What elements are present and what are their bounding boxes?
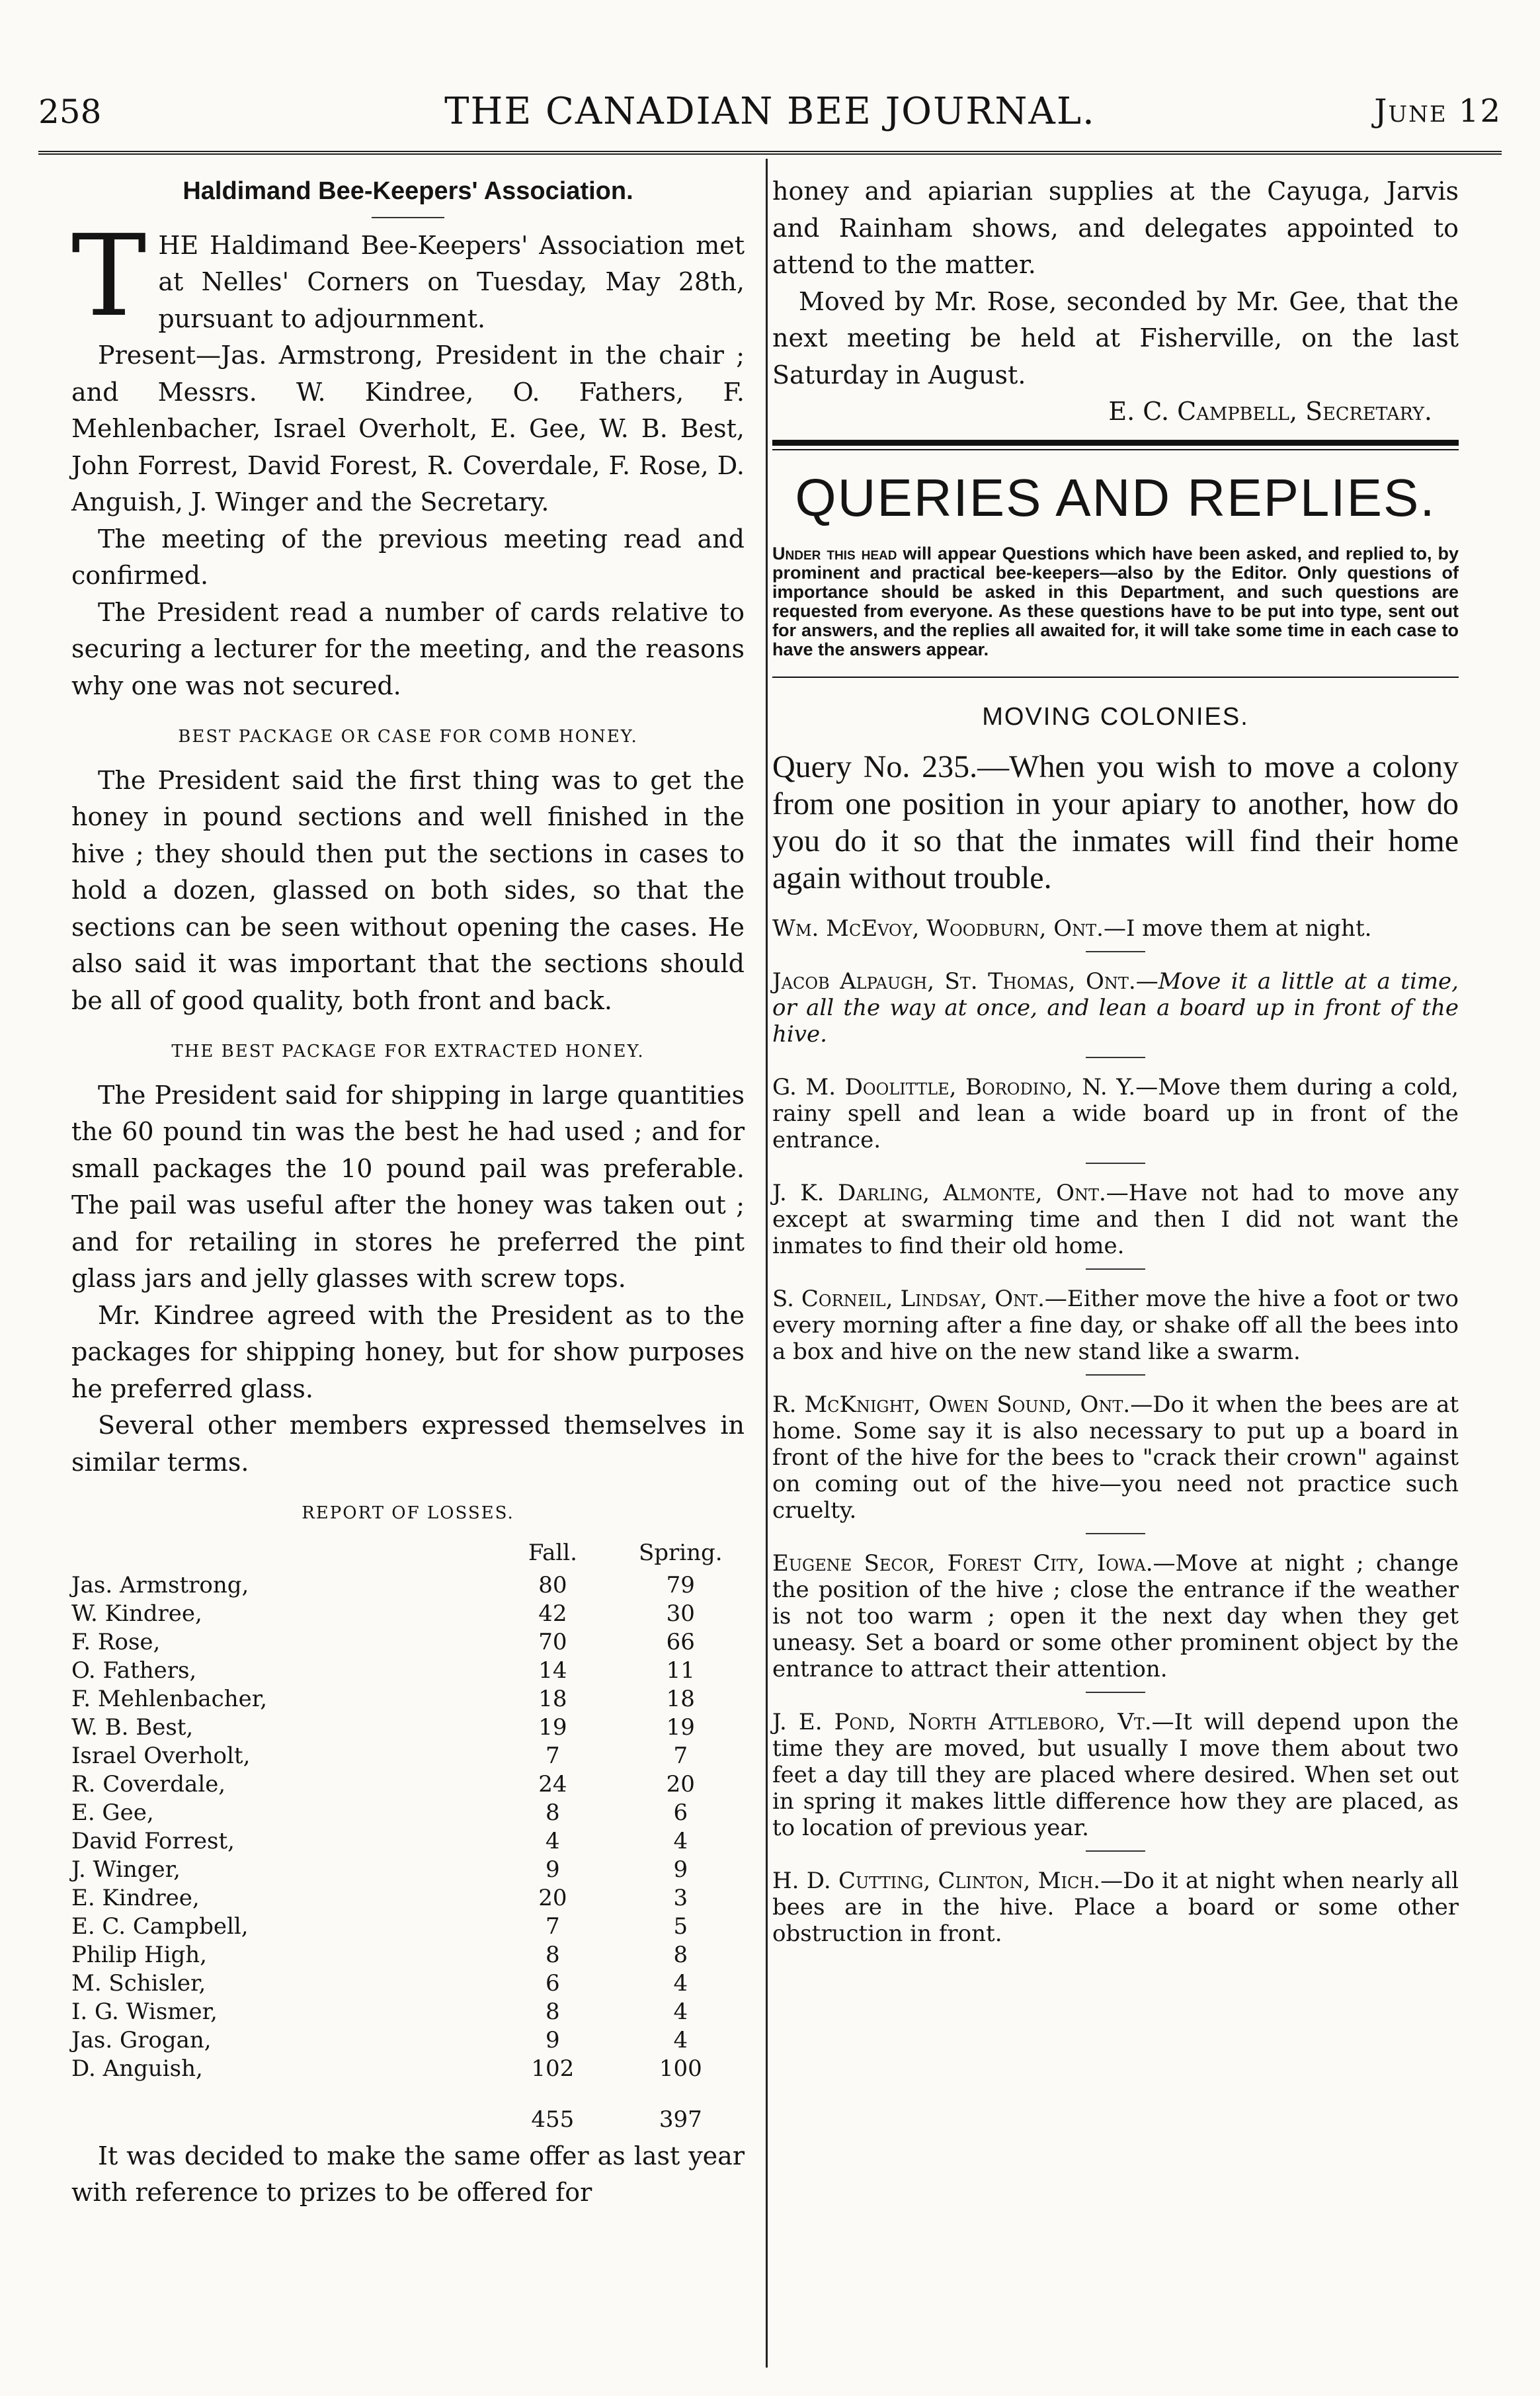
queries-rule	[772, 677, 1459, 678]
extracted-honey-subheading: THE BEST PACKAGE FOR EXTRACTED HONEY.	[171, 1042, 645, 1061]
losses-fall-value: 70	[538, 1628, 567, 1655]
losses-row	[71, 1657, 745, 1685]
answer-text: —Move at night ; change the position of the hive ; close the entrance if the weather is not too warm ; open it the next day when they get uneasy. Set a board or some other prominent object by the entrance to attract their attention.	[772, 1550, 1459, 1682]
losses-spring-value: 4	[673, 1969, 688, 1997]
losses-fall-value: 20	[538, 1884, 567, 1911]
answer-item	[772, 1391, 1459, 1524]
answer-author: Eugene Secor, Forest City, Iowa.	[772, 1550, 1153, 1577]
answer-divider	[1086, 1850, 1145, 1852]
drop-cap: T	[71, 210, 147, 342]
topic-heading: MOVING COLONIES.	[982, 702, 1249, 731]
answer-author: S. Corneil, Lindsay, Ont.	[772, 1286, 1045, 1312]
intro-text: will appear Questions which have been asked, and replied to, by prominent and practical bee-keepers—also by the Editor. Only questions of importance should be asked in this Department, and such questions are requested from everyone. As these questions have to be put into type, sent out for answers, and the replies all awaited for, it will take some time in each case to have the answers appear.	[772, 543, 1459, 659]
losses-fall-value: 4	[546, 1827, 560, 1854]
losses-subheading: REPORT OF LOSSES.	[302, 1503, 514, 1523]
losses-header-row	[71, 1539, 745, 1571]
losses-spring-value: 4	[673, 1827, 688, 1854]
losses-member-name: Israel Overholt,	[71, 1742, 251, 1769]
association-paragraph: Present—Jas. Armstrong, President in the chair ; and Messrs. W. Kindree, O. Fathers, F. Mehlenbacher, Israel Overholt, E. Gee, W. B. Best, John Forrest, David Forest, R. Coverdale, F. Rose, D. Anguish, J. Winger and the Secretary.	[71, 341, 745, 516]
losses-member-name: Jas. Grogan,	[71, 2026, 212, 2053]
losses-member-name: E. Gee,	[71, 1799, 154, 1826]
losses-row	[71, 1742, 745, 1770]
losses-spring-value: 20	[666, 1770, 695, 1797]
losses-fall-value: 7	[546, 1742, 560, 1769]
queries-intro	[772, 544, 1459, 659]
secretary-signature: E. C. Campbell, Secretary.	[1108, 397, 1432, 426]
losses-member-name: R. Coverdale,	[71, 1770, 226, 1797]
losses-fall-value: 9	[546, 2026, 560, 2053]
answer-text: —Do it when the bees are at home. Some say it is also necessary to put up a board in front of the hive for the bees to "crack their crown" against on coming out of the hive—you need not practice such cruelty.	[772, 1391, 1459, 1524]
closing-paragraph: It was decided to make the same offer as last year with reference to prizes to be offered for	[71, 2141, 745, 2207]
answer-divider	[1086, 1374, 1145, 1376]
losses-row	[71, 1571, 745, 1600]
answer-item	[772, 1709, 1459, 1841]
losses-member-name: W. Kindree,	[71, 1600, 202, 1627]
losses-spring-value: 19	[666, 1714, 695, 1741]
answer-author: Jacob Alpaugh, St. Thomas, Ont.	[772, 968, 1136, 995]
answer-text: —Do it at night when nearly all bees are in the hive. Place a board or some other obstruction in front.	[772, 1868, 1459, 1947]
losses-fall-value: 14	[538, 1657, 567, 1684]
answer-item	[772, 968, 1459, 1048]
association-heading: Haldimand Bee-Keepers' Association.	[182, 177, 633, 205]
section-thick-rule	[772, 440, 1459, 446]
answer-item	[772, 1550, 1459, 1682]
losses-table	[71, 1539, 745, 2134]
losses-member-name: F. Rose,	[71, 1628, 161, 1655]
losses-row	[71, 1628, 745, 1657]
answer-divider	[1086, 1533, 1145, 1534]
losses-member-name: I. G. Wismer,	[71, 1998, 218, 2025]
page-header	[38, 90, 1502, 145]
answer-author: G. M. Doolittle, Borodino, N. Y.	[772, 1074, 1136, 1100]
losses-spring-value: 6	[673, 1799, 688, 1826]
losses-spring-value: 30	[666, 1600, 695, 1627]
answer-text: —Move them during a cold, rainy spell and lean a wide board up in front of the entrance.	[772, 1074, 1459, 1153]
query-text: Query No. 235.—When you wish to move a colony from one position in your apiary to another, how do you do it so that the inmates will find their home again without trouble.	[772, 749, 1459, 895]
losses-total-spring: 397	[659, 2106, 702, 2133]
answer-item	[772, 915, 1459, 942]
association-paragraph: The President read a number of cards relative to securing a lecturer for the meeting, and the reasons why one was not secured.	[71, 597, 745, 700]
losses-member-name: David Forrest,	[71, 1827, 235, 1854]
losses-member-name: W. B. Best,	[71, 1714, 194, 1741]
losses-row	[71, 1913, 745, 1941]
losses-row	[71, 1941, 745, 1969]
comb-paragraph: The President said the first thing was to get the honey in pound sections and well finished in the hive ; they should then put the sections in cases to hold a dozen, glassed on both sides, so that the sections can be seen without opening the cases. He also said it was important that the sections should be all of good quality, both front and back.	[71, 765, 745, 1015]
answer-divider	[1086, 1057, 1145, 1058]
page-number: 258	[38, 93, 102, 131]
losses-fall-value: 102	[531, 2055, 575, 2082]
losses-spring-value: 18	[666, 1685, 695, 1712]
answer-author: H. D. Cutting, Clinton, Mich.	[772, 1868, 1101, 1894]
extracted-paragraph: The President said for shipping in large quantities the 60 pound tin was the best he had used ; and for small packages the 10 pound pail was preferable. The pail was useful after the honey was taken out ; and for retailing in stores he preferred the pint glass jars and jelly glasses with screw tops.	[71, 1080, 745, 1293]
association-paragraph: THE Haldimand Bee-Keepers' Association met at Nelles' Corners on Tuesday, May 28th, pursuant to adjournment.	[71, 210, 745, 342]
losses-member-name: D. Anguish,	[71, 2055, 203, 2082]
losses-spring-value: 7	[673, 1742, 688, 1769]
losses-spring-value: 79	[666, 1571, 695, 1598]
column-header-spring: Spring.	[638, 1539, 723, 1566]
right-column	[772, 173, 1459, 1947]
losses-fall-value: 9	[546, 1856, 560, 1883]
section-thin-rule	[772, 449, 1459, 450]
losses-fall-value: 6	[546, 1969, 560, 1997]
answer-divider	[1086, 1163, 1145, 1164]
losses-fall-value: 8	[546, 1998, 560, 2025]
losses-fall-value: 19	[538, 1714, 567, 1741]
answer-item	[772, 1074, 1459, 1153]
losses-member-name: Jas. Armstrong,	[71, 1571, 249, 1598]
losses-spring-value: 9	[673, 1856, 688, 1883]
losses-spring-value: 4	[673, 1998, 688, 2025]
association-paragraph: The meeting of the previous meeting read and confirmed.	[71, 524, 745, 590]
losses-row	[71, 1856, 745, 1884]
answer-text: —I move them at night.	[1103, 915, 1372, 942]
answer-author: Wm. McEvoy, Woodburn, Ont.	[772, 915, 1104, 942]
losses-spring-value: 8	[673, 1941, 688, 1968]
motion-paragraph: Moved by Mr. Rose, seconded by Mr. Gee, that the next meeting be held at Fisherville, on the last Saturday in August.	[772, 286, 1459, 390]
losses-fall-value: 8	[546, 1941, 560, 1968]
losses-member-name: J. Winger,	[71, 1856, 181, 1883]
losses-row	[71, 1714, 745, 1742]
section-rule	[372, 217, 444, 218]
losses-row	[71, 1799, 745, 1827]
column-header-fall: Fall.	[528, 1539, 577, 1566]
losses-member-name: O. Fathers,	[71, 1657, 197, 1684]
losses-row	[71, 2055, 745, 2083]
losses-fall-value: 24	[538, 1770, 567, 1797]
issue-date: June 12	[1374, 93, 1502, 130]
header-rule	[38, 151, 1502, 155]
losses-spring-value: 66	[666, 1628, 695, 1655]
queries-title: QUERIES AND REPLIES.	[795, 468, 1436, 527]
losses-member-name: Philip High,	[71, 1941, 207, 1968]
losses-spring-value: 4	[673, 2026, 688, 2053]
losses-spring-value: 3	[673, 1884, 688, 1911]
losses-row	[71, 1884, 745, 1913]
answer-divider	[1086, 951, 1145, 952]
losses-member-name: M. Schisler,	[71, 1969, 206, 1997]
answer-item	[772, 1868, 1459, 1947]
losses-member-name: E. Kindree,	[71, 1884, 200, 1911]
answer-text: —Have not had to move any except at swarming time and then I did not want the inmates to find their old home.	[772, 1180, 1459, 1259]
answer-text: —It will depend upon the time they are moved, but usually I move them about two feet a day till they are placed where desired. When set out in spring it makes little difference how they are placed, as to location of previous year.	[772, 1709, 1459, 1841]
losses-row	[71, 2026, 745, 2055]
losses-totals-row	[71, 2083, 745, 2134]
answers-list	[772, 915, 1459, 1947]
losses-fall-value: 18	[538, 1685, 567, 1712]
column-divider	[766, 159, 768, 2368]
losses-row	[71, 1827, 745, 1856]
journal-title: THE CANADIAN BEE JOURNAL.	[444, 90, 1096, 133]
answer-author: J. K. Darling, Almonte, Ont.	[772, 1180, 1106, 1206]
answer-author: J. E. Pond, North Attleboro, Vt.	[772, 1709, 1152, 1735]
losses-fall-value: 7	[546, 1913, 560, 1940]
answer-text: —Move it a little at a time, or all the way at once, and lean a board up in front of the hive.	[772, 968, 1459, 1048]
answer-item	[772, 1180, 1459, 1259]
intro-lead: Under this head	[772, 543, 897, 563]
answer-divider	[1086, 1268, 1145, 1270]
answer-text: —Either move the hive a foot or two every morning after a fine day, or shake off all the bees into a box and hive on the new stand like a swarm.	[772, 1286, 1459, 1365]
answer-divider	[1086, 1692, 1145, 1693]
losses-fall-value: 8	[546, 1799, 560, 1826]
losses-row	[71, 1600, 745, 1628]
losses-member-name: F. Mehlenbacher,	[71, 1685, 268, 1712]
answer-item	[772, 1286, 1459, 1365]
losses-fall-value: 80	[538, 1571, 567, 1598]
losses-row	[71, 1969, 745, 1998]
comb-honey-subheading: BEST PACKAGE OR CASE FOR COMB HONEY.	[178, 727, 638, 747]
losses-total-fall: 455	[531, 2106, 575, 2133]
losses-row	[71, 1685, 745, 1714]
losses-spring-value: 11	[666, 1657, 695, 1684]
losses-spring-value: 5	[673, 1913, 688, 1940]
losses-member-name: E. C. Campbell,	[71, 1913, 249, 1940]
answer-author: R. McKnight, Owen Sound, Ont.	[772, 1391, 1131, 1418]
closing-continuation: honey and apiarian supplies at the Cayuga, Jarvis and Rainham shows, and delegates appointed to attend to the matter.	[772, 177, 1459, 279]
left-column	[71, 173, 745, 2211]
losses-fall-value: 42	[538, 1600, 567, 1627]
extracted-paragraph: Several other members expressed themselves in similar terms.	[71, 1411, 745, 1477]
extracted-paragraph: Mr. Kindree agreed with the President as to the packages for shipping honey, but for show purposes he preferred glass.	[71, 1300, 745, 1403]
losses-row	[71, 1770, 745, 1799]
losses-row	[71, 1998, 745, 2026]
losses-spring-value: 100	[659, 2055, 702, 2082]
